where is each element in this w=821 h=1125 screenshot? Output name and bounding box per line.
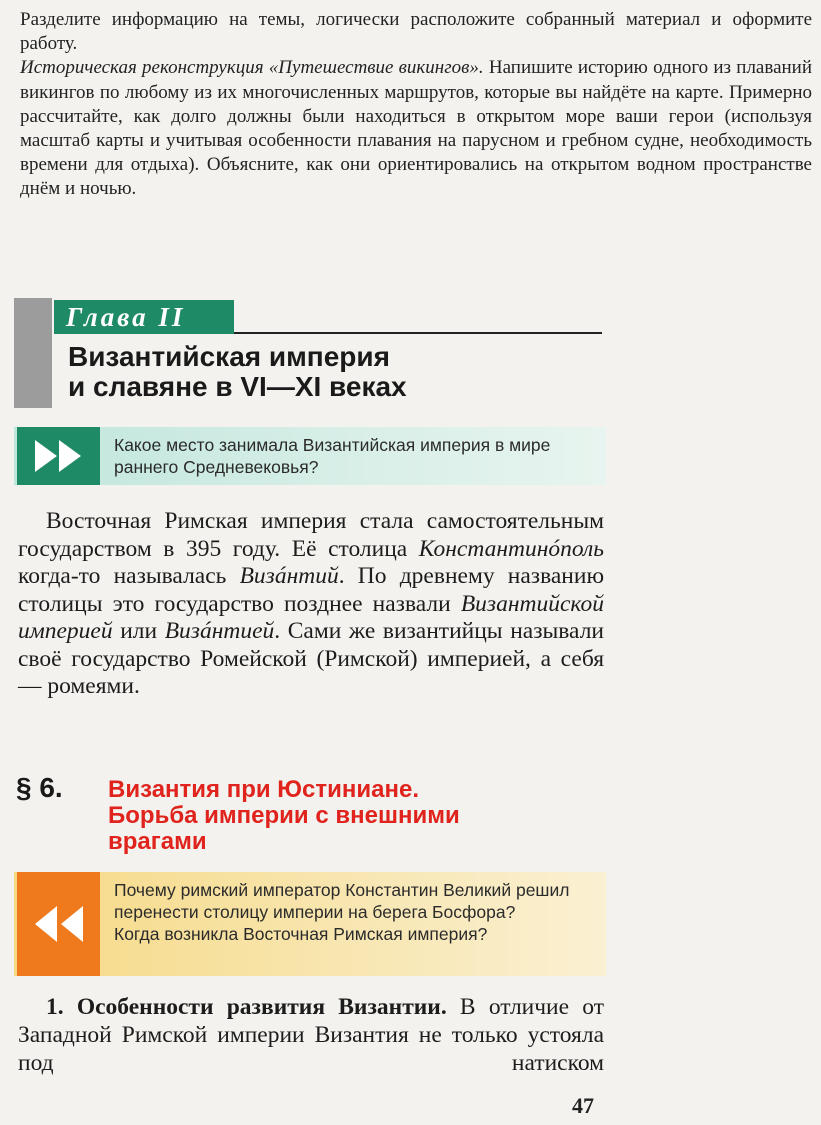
review-question-2: Когда возникла Восточная Римская империя? [114,924,488,944]
task-title: Историческая реконструкция «Путешествие викингов». [20,57,484,79]
term-constantinople: Константинóполь [418,535,604,562]
page-number: 47 [572,1093,594,1118]
section-title-line1: Византия при Юстиниане. [108,776,420,803]
intro-paragraph [18,508,604,701]
chapter-question: Какое место занимала Византийская империя в мире раннего Средневековья? [114,435,551,477]
back-arrows-icon [17,872,100,976]
chapter-divider [234,332,602,334]
forward-arrows-icon [17,427,100,485]
task-paragraph [20,56,812,201]
term-byzantine-empire: Византийской империей [18,590,604,644]
question-box-review [14,872,606,976]
instruction-line: Разделите информацию на темы, логически расположите собранный материал и оформите работу. [20,9,812,55]
section-number: § 6. [16,772,63,803]
intro-segment: или [112,618,165,644]
chapter-side-bar [14,298,52,408]
intro-segment: когда-то называлась [18,563,240,589]
subsection-body: В отличие от Западной Римской империи Византия не только устояла под натиском [18,994,604,1076]
intro-segment: . Сами же византийцы называли своё государство Ромейской (Римской) империей, а себя — ромеями. [18,618,604,699]
review-questions [114,879,604,945]
intro-segment: . По древнему названию столицы это государство позднее назвали [18,563,605,617]
subsection-heading: 1. Особенности развития Византии. [46,994,447,1020]
section-title [108,777,578,855]
intro-segment: Восточная Римская империя стала самостоятельным государством в 395 году. Её столица [18,508,604,562]
subsection-paragraph [18,993,604,1077]
task-body: Напишите историю одного из плаваний викингов по любому из их многочисленных маршрутов, которые вы найдёте на карте. Примерно рассчитайте, как долго должны были находиться в открытом море ваши герои (используя масштаб карты и учитывая особенности плавания на парусном и гребном судне, необходимость времени для отдыха). Объясните, как они ориентировались на открытом водном пространстве днём и ночью. [20,57,813,200]
subsection-text [18,993,604,1077]
chapter-title [68,342,608,402]
section-title-line3: врагами [108,828,207,855]
chapter-title-line2: и славяне в VI—XI веках [68,371,407,402]
term-byzantia: Визáнтией [164,618,275,644]
review-question-1: Почему римский император Константин Великий решил перенести столицу империи на берега Босфора? [114,880,570,922]
intro-text [18,508,604,701]
chapter-title-line1: Византийская империя [68,341,390,372]
question-box-chapter [14,427,606,485]
chapter-label: Глава II [54,300,234,334]
section-title-line2: Борьба империи с внешними [108,802,460,829]
top-paragraph [20,8,812,202]
term-byzantium: Визáнтий [239,563,339,589]
